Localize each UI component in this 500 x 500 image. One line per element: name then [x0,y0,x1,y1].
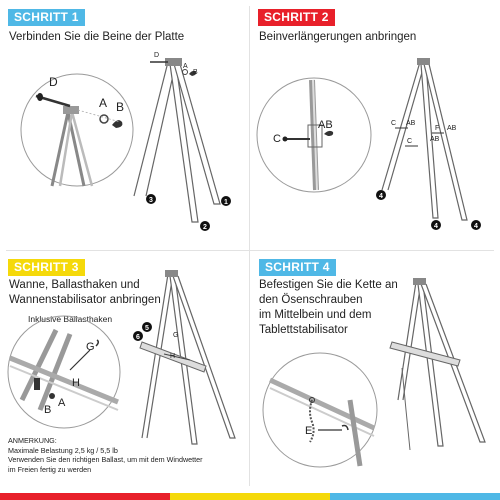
step-1-main-label-d: D [154,52,160,59]
step-2-line-1: Beinverlängerungen anbringen [259,31,417,43]
step-4-left-leg [398,282,421,400]
step-1-line-1: Verbinden Sie die Beine der Platte [9,31,185,43]
step-2-main-label-c2: C [407,138,413,145]
step-4-figure [250,250,500,500]
step-2-main-label-c1: C [391,120,397,127]
step-3-ballast-hook-label: Inklusive Ballasthaken [28,314,113,324]
step-4-panel [250,250,500,500]
step-1-bolt-head [37,93,43,101]
step-2-badge: SCHRITT 2 [258,9,335,26]
step-1-figure [0,0,250,250]
step-4-line-3: im Mittelbein und dem [259,309,372,321]
step-4-badge: SCHRITT 4 [259,259,336,276]
step-4-detail-tray [270,380,374,428]
step-2-panel [250,0,500,250]
step-2-figure [250,0,500,250]
bottom-color-bar [0,493,500,500]
svg-text:6: 6 [136,334,140,341]
step-3-label-g: G [86,341,95,353]
step-3-line-2: Wannenstabilisator anbringen [9,294,161,306]
note-line-2: Verwenden Sie den richtigen Ballast, um mit dem Windwetter [8,455,203,464]
step-3-detail-hook [70,350,90,370]
step-1-washer-a [100,115,108,123]
color-bar-yellow [170,493,330,500]
step-2-main-label-ab2: AB [430,136,440,143]
step-3-label-b: B [44,404,52,416]
step-1-label-d: D [49,75,58,89]
svg-text:4: 4 [379,193,383,200]
step-2-main-label-ab1: AB [406,120,416,127]
step-4-line-1: Befestigen Sie die Kette an [259,279,398,291]
step-4-line-4: Tablettstabilisator [259,324,348,336]
svg-text:2: 2 [203,224,207,231]
step-4-line-2: den Ösenschrauben [259,294,363,306]
step-3-line-1: Wanne, Ballasthaken und [9,279,140,291]
step-2-label-c: C [273,133,281,145]
step-1-label-b: B [116,100,125,114]
svg-text:4: 4 [434,223,438,230]
note-line-3: im Freien fertig zu werden [8,464,92,474]
step-1-detail-leg-outer [52,112,84,186]
step-3-badge: SCHRITT 3 [8,259,85,276]
step-1-label-a: A [99,96,108,110]
step-2-detail-knob [324,131,333,136]
step-1-left-leg [134,62,176,196]
step-1-panel [0,0,250,250]
step-3-label-h: H [72,377,80,389]
step-1-badge: SCHRITT 1 [8,9,85,26]
note-box [8,436,203,474]
svg-text:4: 4 [474,223,478,230]
step-3-label-a: A [58,397,66,409]
step-3-main-label-h: H [170,353,176,360]
step-1-detail-top-plate [63,106,79,114]
note-title: ANMERKUNG: [8,436,57,445]
step-4-label-e: E [305,425,313,437]
step-3-main-label-g: G [173,332,179,339]
step-2-main-label-ab3: AB [447,125,457,132]
svg-text:1: 1 [224,199,228,206]
svg-text:5: 5 [145,325,149,332]
color-bar-red [0,493,170,500]
step-1-main-label-b: B [193,69,198,76]
step-2-left-leg [382,62,425,190]
step-2-main-label-f: F [435,125,440,132]
note-line-1: Maximale Belastung 2,5 kg / 5,5 lb [8,445,118,455]
step-1-main-label-a: A [183,63,188,70]
svg-text:3: 3 [149,197,153,204]
step-2-label-ab: AB [318,119,333,131]
color-bar-blue [330,493,500,500]
